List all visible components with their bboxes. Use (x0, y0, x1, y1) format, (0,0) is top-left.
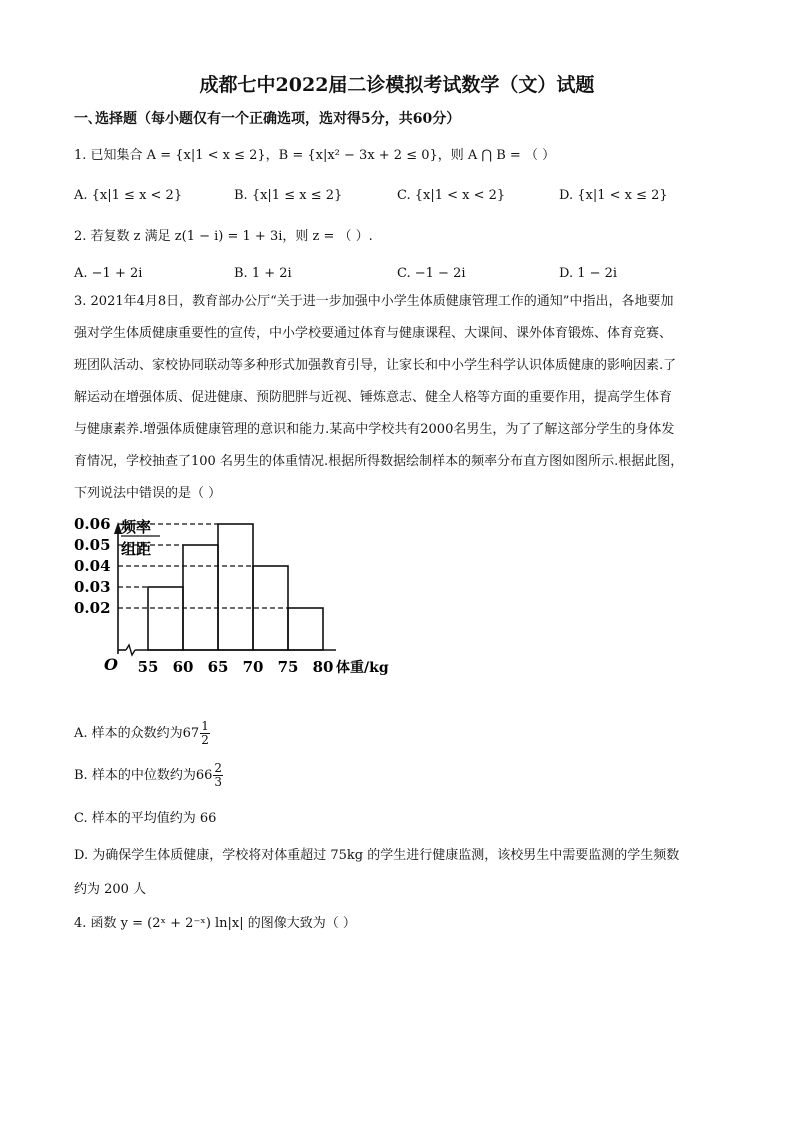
question-4-stem: 4. 函数 y = (2ˣ + 2⁻ˣ) ln|x| 的图像大致为（ ） (74, 916, 356, 931)
x-tick-label: 70 (242, 658, 264, 676)
question-3-line-1: 3. 2021年4月8日，教育部办公厅“关于进一步加强中小学生体质健康管理工作的通知”中指出，各地要加 (74, 294, 674, 309)
y-tick-label: 0.03 (74, 578, 111, 596)
question-3-option-a (74, 720, 210, 747)
histogram-bar (218, 524, 253, 650)
x-axis-break (126, 645, 135, 655)
question-3-line-6: 育情况，学校抽查了100 名男生的体重情况.根据所得数据绘制样本的频率分布直方图如图所示.根据此图， (74, 454, 684, 469)
option-b-numerator: 2 (214, 761, 223, 775)
x-tick-label: 65 (207, 658, 229, 676)
frequency-histogram (74, 512, 404, 712)
option-b-fraction (213, 762, 223, 789)
section-heading: 一､选择题（每小题仅有一个正确选项，选对得5分，共60分） (74, 111, 461, 127)
question-2-option-d: D. 1 − 2i (559, 266, 618, 281)
question-3-option-d-line-2: 约为 200 人 (74, 882, 147, 897)
question-1-stem: 1. 已知集合 A = {x|1 < x ≤ 2}，B = {x|x² − 3x + 2 ≤ 0}，则 A ⋂ B = （ ） (74, 148, 556, 163)
origin-label: O (104, 655, 118, 674)
question-3-option-c: C. 样本的平均值约为 66 (74, 811, 217, 826)
histogram-bar (288, 608, 323, 650)
y-label-numerator: 频率 (121, 518, 152, 536)
y-label-denominator: 组距 (121, 540, 152, 558)
x-tick-label: 60 (172, 658, 194, 676)
histogram-bar (183, 545, 218, 650)
question-1-option-c: C. {x|1 < x < 2} (397, 188, 506, 203)
paper-title: 成都七中2022届二诊模拟考试数学（文）试题 (199, 74, 595, 96)
question-2-option-a: A. −1 + 2i (74, 266, 143, 281)
question-3-line-2: 强对学生体质健康重要性的宣传，中小学校要通过体育与健康课程、大课间、课外体育锻炼、体育竞赛、 (74, 326, 673, 341)
x-axis-label: 体重/kg (336, 660, 389, 676)
option-a-denominator: 2 (201, 733, 209, 747)
option-a-text: A. 样本的众数约为 (74, 726, 183, 741)
question-3-line-4: 解运动在增强体质、促进健康、预防肥胖与近视、锤炼意志、健全人格等方面的重要作用，提高学生体育 (74, 390, 673, 405)
question-3-option-b (74, 762, 223, 789)
question-3-line-7: 下列说法中错误的是（ ） (74, 486, 222, 501)
histogram-bar (148, 587, 183, 650)
x-tick-label: 55 (137, 658, 159, 676)
question-2-option-c: C. −1 − 2i (397, 266, 466, 281)
option-b-text: B. 样本的中位数约为 (74, 768, 196, 783)
option-a-whole: 67 (182, 726, 200, 741)
option-b-denominator: 3 (214, 775, 223, 789)
y-tick-label: 0.05 (74, 536, 111, 554)
question-3-line-5: 与健康素养.增强体质健康管理的意识和能力.某高中学校共有2000名男生，为了了解这部分学生的身体发 (74, 422, 675, 437)
question-1-option-d: D. {x|1 < x ≤ 2} (559, 188, 668, 203)
y-tick-label: 0.04 (74, 557, 111, 575)
question-1-option-b: B. {x|1 ≤ x ≤ 2} (234, 188, 343, 203)
option-a-numerator: 1 (201, 719, 209, 733)
question-3-option-d-line-1: D. 为确保学生体质健康，学校将对体重超过 75kg 的学生进行健康监测，该校男生中需要监测的学生频数 (74, 848, 680, 863)
y-tick-label: 0.06 (74, 515, 111, 533)
question-1-option-a: A. {x|1 ≤ x < 2} (74, 188, 183, 203)
option-b-whole: 66 (195, 768, 213, 783)
x-tick-label: 75 (277, 658, 299, 676)
question-3-line-3: 班团队活动、家校协同联动等多种形式加强教育引导，让家长和中小学生科学认识体质健康的影响因素.了 (74, 358, 677, 373)
y-tick-label: 0.02 (74, 599, 111, 617)
question-2-option-b: B. 1 + 2i (234, 266, 292, 281)
question-2-stem: 2. 若复数 z 满足 z(1 − i) = 1 + 3i，则 z = （ ）. (74, 229, 373, 244)
option-a-fraction (200, 720, 210, 747)
x-tick-label: 80 (312, 658, 334, 676)
